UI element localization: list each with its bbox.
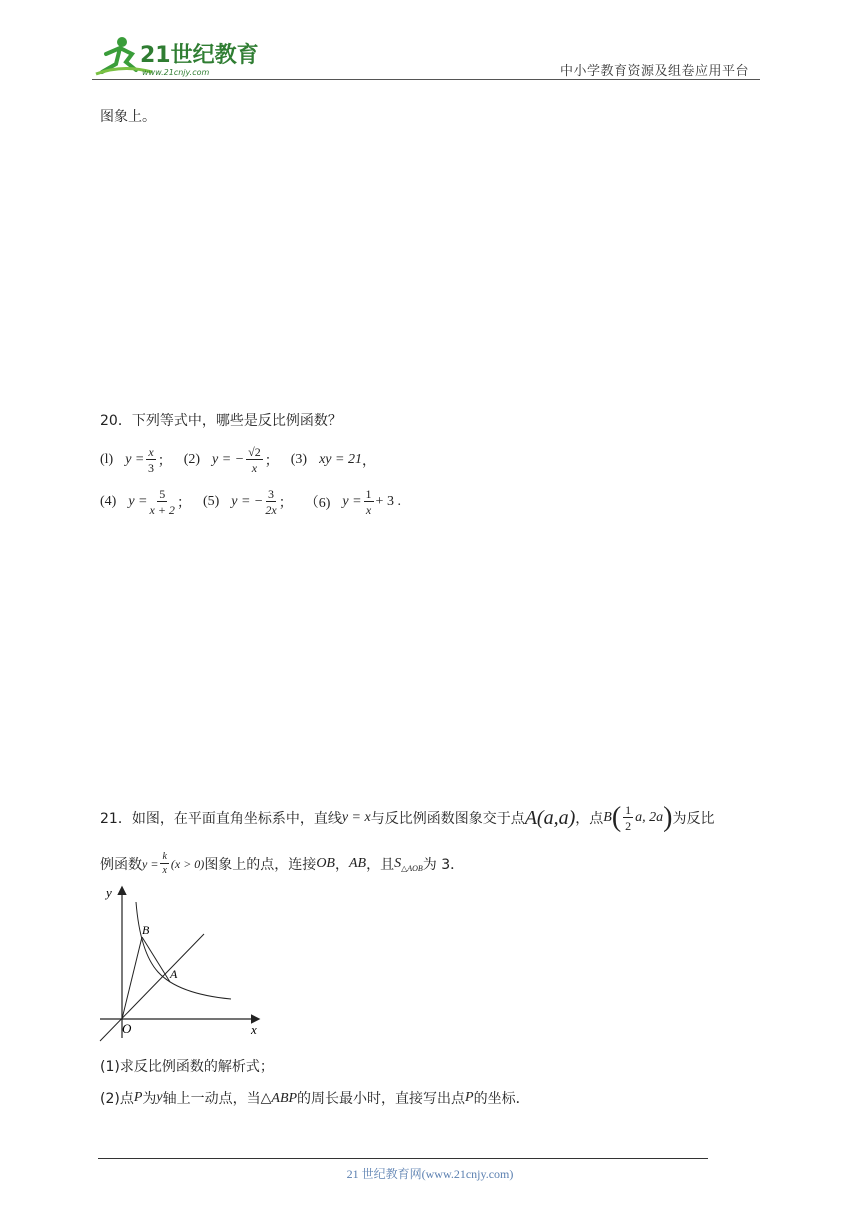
q20-item-6-lhs: y = [342, 494, 362, 509]
q20-item-3-sep: ， [361, 453, 376, 469]
q21-point-a: A(a,a) [524, 806, 576, 829]
q21-part2-text-4: 的周长最小时，直接写出点 [297, 1091, 466, 1107]
q21-point-b-coords: a, 2a [635, 810, 664, 825]
q20-item-1-lhs: y = [125, 452, 145, 467]
q20-item-3-label: (3) [290, 452, 308, 467]
q20-title: 20．下列等式中，哪些是反比例函数？ [100, 413, 342, 429]
point-b-label: B [142, 923, 150, 937]
q20-item-5-num: 3 [268, 487, 275, 501]
q20-item-4-num: 5 [159, 487, 166, 501]
q21-text-6: 图象上的点，连接 [204, 857, 317, 873]
y-axis-label: y [106, 885, 112, 900]
logo-text: 21世纪教育 [140, 43, 259, 68]
q21-func-den: x [162, 865, 167, 876]
segment-ab [142, 937, 170, 982]
q20-item-5-label: (5) [202, 494, 220, 509]
point-a-label: A [170, 967, 178, 981]
q20-item-4-label: (4) [100, 494, 117, 509]
q20-item-5-sep: ； [278, 495, 293, 511]
platform-name: 中小学教育资源及组卷应用平台 [560, 64, 750, 79]
q20-item-4-den: x + 2 [149, 503, 175, 517]
q21-text-2: 与反比例函数图象交于点 [370, 811, 525, 827]
q21-point-b-label: B [603, 810, 612, 825]
q21-func-condition: (x > 0) [170, 856, 205, 871]
q20-item-6-den: x [365, 503, 372, 517]
q21-part2-text-2: 为 [142, 1091, 157, 1107]
q20-item-6-num: 1 [365, 487, 372, 501]
header-divider [92, 79, 760, 80]
q20-item-2-num: √2 [248, 445, 261, 459]
q20-item-2-label: (2) [183, 452, 201, 467]
q21-segment-ab: AB [348, 856, 367, 871]
q21-part2-point-p-2: P [465, 1090, 474, 1105]
q21-text-8: 为 3． [422, 857, 465, 873]
q20-item-4-sep: ； [176, 495, 191, 511]
origin-label: O [122, 1021, 132, 1036]
q21-point-b-den: 2 [625, 819, 632, 833]
q21-text-5: 例函数 [100, 857, 142, 873]
q20-row-1 [100, 446, 376, 474]
x-axis-label: x [251, 1022, 257, 1037]
q21-text-1: 21．如图，在平面直角坐标系中，直线 [100, 811, 342, 827]
q21-text-7: ，且 [366, 857, 395, 873]
previous-question-tail: 图象上。 [100, 109, 156, 125]
q21-segment-ob: OB [316, 856, 335, 871]
q20-item-6-label: （6) [304, 496, 331, 511]
q20-item-2-den: x [251, 461, 258, 475]
footer-link[interactable]: 21 世纪教育网(www.21cnjy.com) [346, 1167, 514, 1181]
q21-point-b-num: 1 [625, 803, 632, 817]
q20-item-1-sep: ； [157, 453, 172, 469]
line-y-equals-x [100, 934, 204, 1041]
q21-text-4: 为反比 [672, 811, 715, 827]
q21-part2-text-1: (2)点 [100, 1091, 134, 1107]
q21-line-1: 21．如图，在平面直角坐标系中，直线 y = x 与反比例函数图象交于点 A(a,a) ，点 B ( $\frac{1}{2}$ a, 2a ) 为反比 [100, 802, 715, 833]
q21-part-2 [100, 1088, 530, 1108]
q21-part-1: (1)求反比例函数的解析式； [100, 1059, 274, 1075]
q21-area-subscript: △AOB [401, 863, 423, 873]
q20-item-2-sep: ； [264, 453, 279, 469]
q20-item-1-label: (l) [100, 452, 114, 467]
q21-part2-triangle: △ABP [260, 1090, 298, 1106]
q21-sep: ， [334, 857, 349, 873]
q20-item-1-den: 3 [148, 461, 155, 475]
q21-part2-axis-y: y [156, 1090, 163, 1105]
q20-item-3-expr: xy = 21 [319, 452, 362, 467]
footer-divider [98, 1158, 708, 1159]
q21-func-num: k [162, 851, 167, 862]
q20-row-2 [100, 488, 401, 516]
q21-part2-point-p: P [133, 1090, 143, 1105]
q21-line-equation: y = x [341, 810, 371, 825]
logo-url: www.21cnjy.com [142, 68, 210, 77]
q21-part2-text-5: 的坐标． [473, 1091, 530, 1107]
q21-func-lhs: y = [142, 856, 159, 871]
q21-part2-text-3: 轴上一动点，当 [162, 1091, 261, 1107]
segment-ob [122, 937, 142, 1019]
site-logo [92, 34, 262, 78]
q20-item-4-lhs: y = [128, 494, 148, 509]
q20-item-1-num: x [148, 445, 154, 459]
q21-text-3: ，点 [575, 811, 604, 827]
q21-area-symbol: S [394, 856, 402, 871]
q20-item-2-lhs: y = − [212, 452, 245, 467]
q21-figure [96, 882, 266, 1046]
q20-item-6-tail: + 3 . [375, 494, 401, 509]
q21-line-2 [100, 852, 464, 876]
q20-item-5-den: 2x [265, 503, 277, 517]
q20-item-5-lhs: y = − [231, 494, 264, 509]
